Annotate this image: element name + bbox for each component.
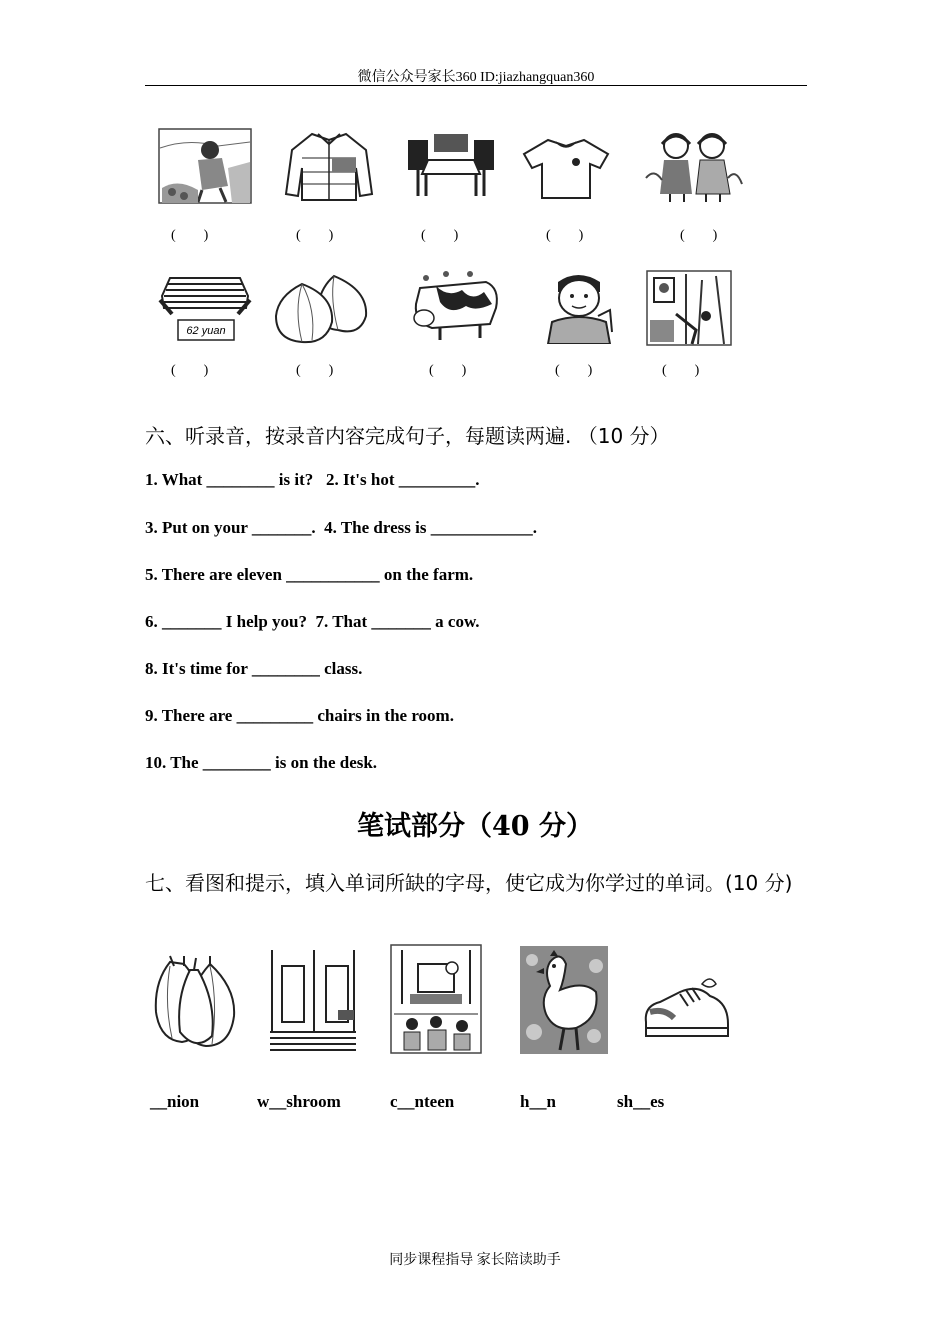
header-rule <box>145 85 807 86</box>
girl-picking-vegetables-icon <box>158 128 252 204</box>
hen-icon <box>520 946 608 1054</box>
answer-paren-8: ( ) <box>429 363 467 378</box>
onions-icon <box>150 952 240 1054</box>
section6-title: 六、听录音，按录音内容完成句子，每题读两遍. （10 分） <box>145 424 670 448</box>
price-tag-label: 62 yuan <box>186 325 226 337</box>
word-blank-2: w__shroom <box>257 1092 341 1111</box>
question-line-1: 1. What ________ is it? 2. It's hot _________. <box>145 470 480 489</box>
t-shirt-icon <box>520 134 612 202</box>
answer-paren-7: ( ) <box>296 363 334 378</box>
answer-paren-2: ( ) <box>296 228 334 243</box>
answer-paren-1: ( ) <box>171 228 209 243</box>
answer-paren-5: ( ) <box>680 228 718 243</box>
question-line-5: 8. It's time for ________ class. <box>145 659 363 678</box>
word-blank-1: __nion <box>150 1092 200 1111</box>
building-doors-icon <box>268 946 358 1056</box>
question-line-6: 9. There are _________ chairs in the room. <box>145 706 454 725</box>
page-header: 微信公众号家长360 ID:jiazhangquan360 <box>357 70 595 85</box>
word-blank-3: c__nteen <box>390 1092 455 1111</box>
two-girls-icon <box>644 128 744 204</box>
answer-paren-6: ( ) <box>171 363 209 378</box>
question-line-7: 10. The ________ is on the desk. <box>145 753 378 772</box>
answer-paren-3: ( ) <box>421 228 459 243</box>
shoes-icon <box>640 972 734 1046</box>
room-scene-icon <box>646 270 732 346</box>
sweater-icon <box>158 270 252 346</box>
written-part-title: 笔试部分（40 分） <box>357 811 593 842</box>
page-footer: 同步课程指导 家长陪读助手 <box>389 1253 561 1268</box>
word-blank-4: h__n <box>520 1092 556 1111</box>
canteen-icon <box>390 944 482 1054</box>
section7-title: 七、看图和提示，填入单词所缺的字母，使它成为你学过的单词。(10 分) <box>145 871 793 895</box>
question-line-4: 6. _______ I help you? 7. That _______ a cow. <box>145 612 480 631</box>
question-line-3: 5. There are eleven ___________ on the farm. <box>145 565 474 584</box>
answer-paren-4: ( ) <box>546 228 584 243</box>
jacket-icon <box>282 128 376 204</box>
answer-paren-9: ( ) <box>555 363 593 378</box>
boy-icon <box>540 270 618 344</box>
answer-paren-10: ( ) <box>662 363 700 378</box>
question-line-2: 3. Put on your _______. 4. The dress is ____________. <box>145 518 537 537</box>
desk-and-chairs-icon <box>404 130 498 200</box>
onions-icon <box>272 270 372 346</box>
word-blank-5: sh__es <box>617 1092 665 1111</box>
cow-icon <box>406 268 502 342</box>
